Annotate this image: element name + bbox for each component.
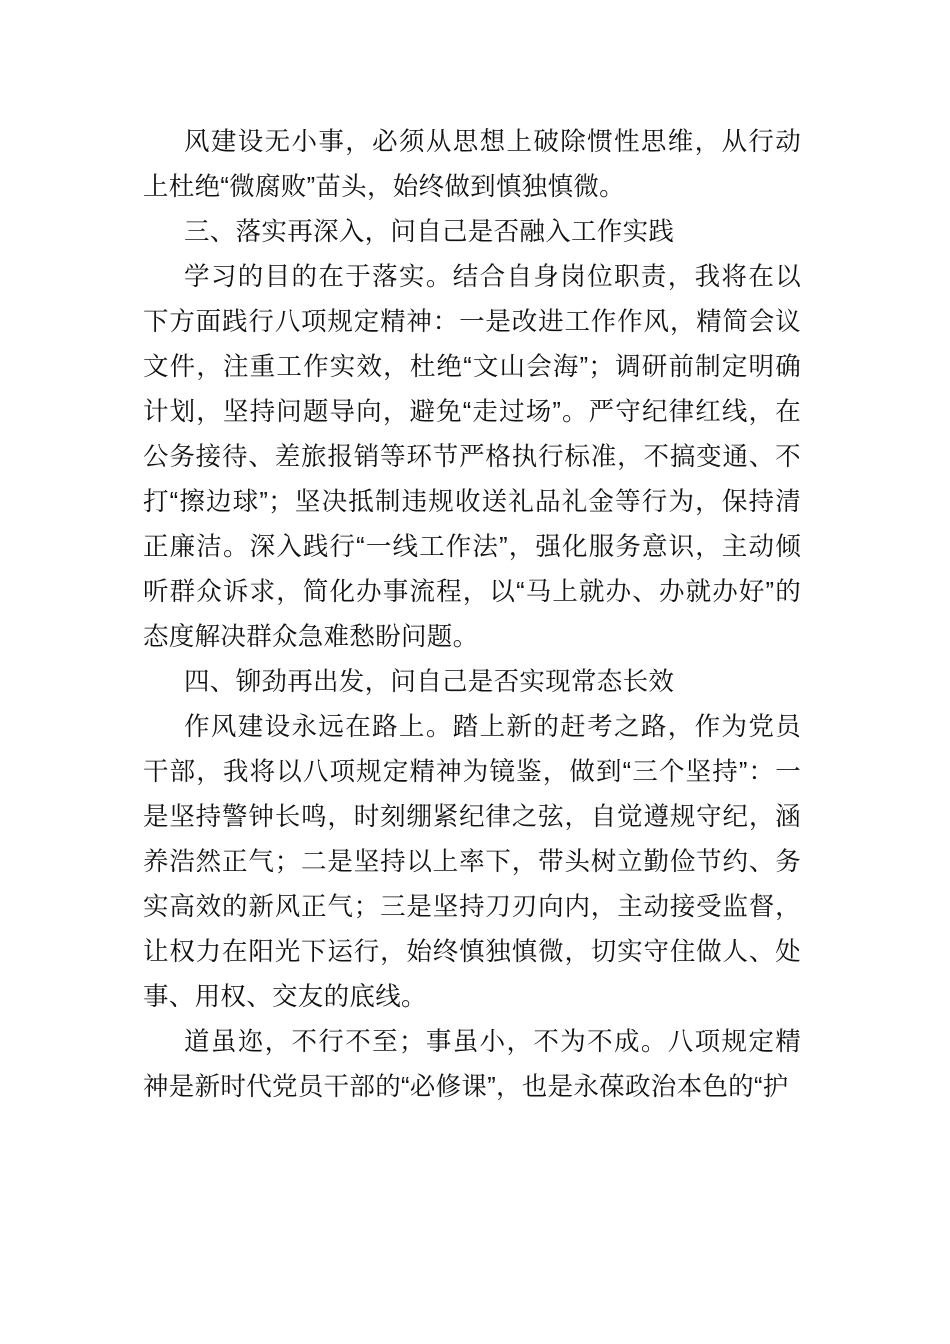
section-heading-three: 三、落实再深入，问自己是否融入工作实践 [184, 218, 675, 246]
paragraph-three-persistences: 作风建设永远在路上。踏上新的赶考之路，作为党员干部，我将以八项规定精神为镜鉴，做到“三个坚持”：一是坚持警钟长鸣，时刻绷紧纪律之弦，自觉遵规守纪，涵养浩然正气；二是坚持以上率下，带头树立勤俭节约、务实高效的新风正气；三是坚持刀刃向内，主动接受监督，让权力在阳光下运行，始终慎独慎微，切实守住做人、处事、用权、交友的底线。 [143, 713, 801, 1011]
document-text-block [143, 120, 801, 1110]
paragraph-continuation-work-style: 风建设无小事，必须从思想上破除惯性思维，从行动上杜绝“微腐败”苗头，始终做到慎独慎微。 [143, 128, 801, 201]
section-heading-four: 四、铆劲再出发，问自己是否实现常态长效 [184, 668, 675, 696]
paragraph-closing-truncated: 道虽迩，不行不至；事虽小，不为不成。八项规定精神是新时代党员干部的“必修课”，也是永葆政治本色的“护 [143, 1028, 801, 1101]
paragraph-implementation: 学习的目的在于落实。结合自身岗位职责，我将在以下方面践行八项规定精神：一是改进工作作风，精简会议文件，注重工作实效，杜绝“文山会海”；调研前制定明确计划，坚持问题导向，避免“走过场”。严守纪律红线，在公务接待、差旅报销等环节严格执行标准，不搞变通、不打“擦边球”；坚决抵制违规收送礼品礼金等行为，保持清正廉洁。深入践行“一线工作法”，强化服务意识，主动倾听群众诉求，简化办事流程，以“马上就办、办就办好”的态度解决群众急难愁盼问题。 [143, 263, 801, 651]
